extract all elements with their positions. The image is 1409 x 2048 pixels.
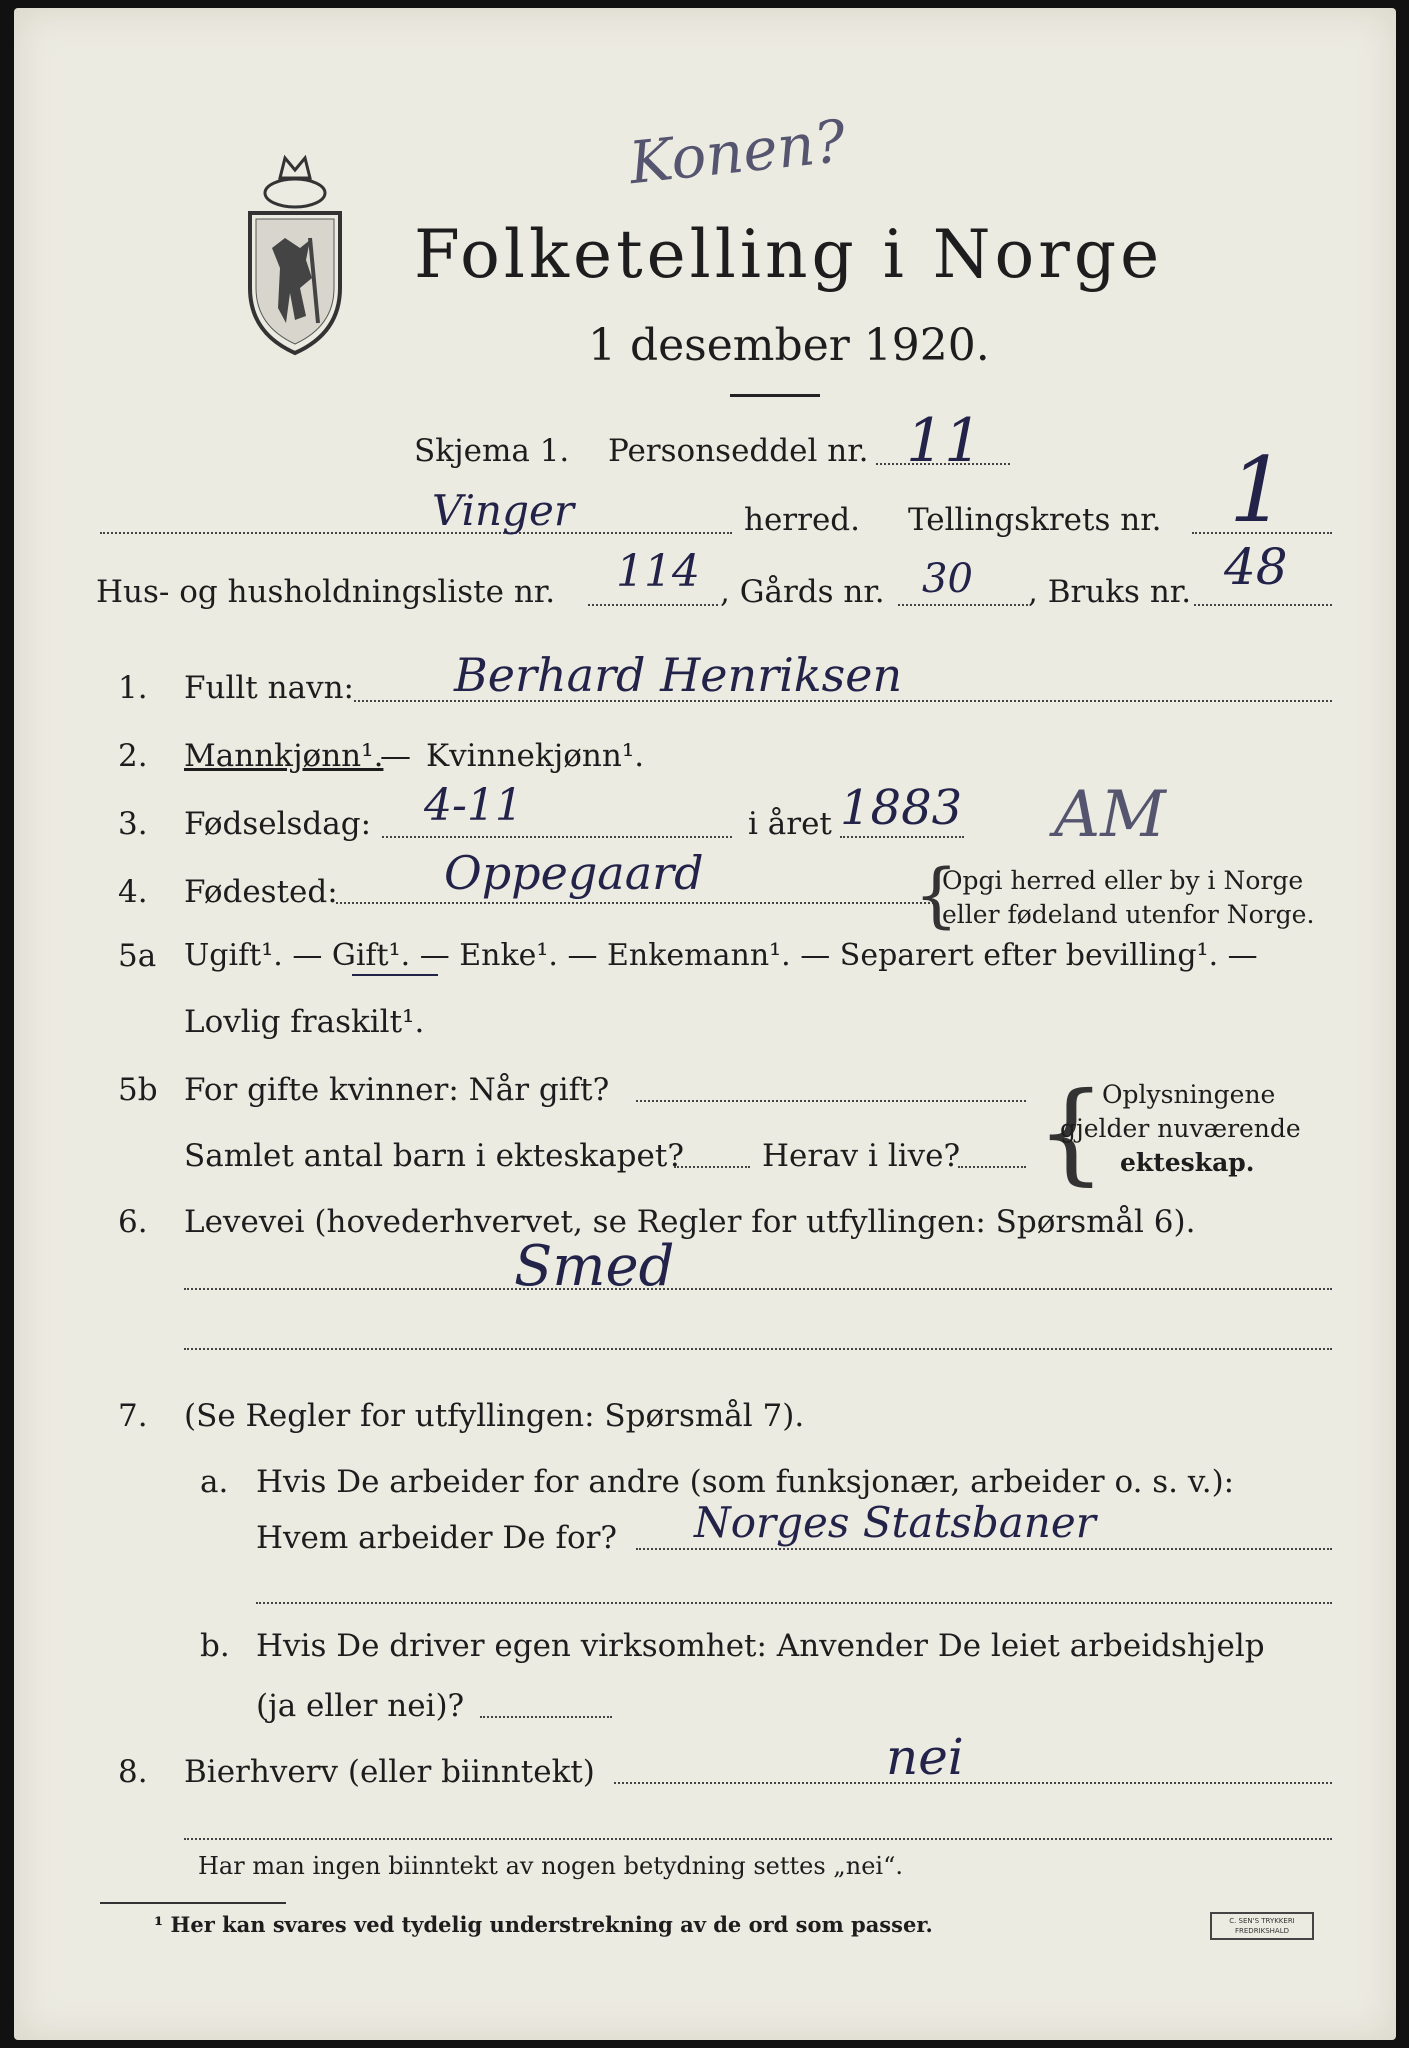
- q5a-gift-underline: [352, 974, 438, 976]
- q4-note2: eller fødeland utenfor Norge.: [942, 900, 1315, 929]
- bruks-line: [1194, 604, 1332, 606]
- census-form-page: [14, 8, 1396, 2040]
- bruks-value: 48: [1224, 538, 1288, 596]
- handwritten-annotation: Konen?: [626, 106, 849, 198]
- herred-line: [100, 532, 732, 534]
- q3-date-line: [382, 836, 732, 838]
- herred-value: Vinger: [432, 486, 574, 535]
- q5b-line1: For gifte kvinner: Når gift?: [184, 1072, 610, 1108]
- q4-line: [336, 902, 934, 904]
- bruks-label: , Bruks nr.: [1028, 574, 1192, 610]
- tellingskrets-value: 1: [1229, 438, 1287, 543]
- q7a-letter: a.: [200, 1464, 229, 1500]
- q3-mark: AM: [1054, 778, 1166, 852]
- q4-note1: Opgi herred eller by i Norge: [942, 866, 1304, 895]
- footnote-divider: [100, 1902, 286, 1904]
- q2-kvinne: Kvinnekjønn¹.: [426, 738, 645, 774]
- q5b-alive-line: [958, 1166, 1026, 1168]
- gards-line: [898, 604, 1028, 606]
- q1-value: Berhard Henriksen: [454, 648, 903, 702]
- q4-label: Fødested:: [184, 874, 338, 910]
- hus-line: [588, 604, 718, 606]
- q8-line2: [184, 1838, 1332, 1840]
- q5b-line2a: Samlet antal barn i ekteskapet?: [184, 1138, 684, 1174]
- q5b-married-line: [636, 1100, 1026, 1102]
- q8-line: [614, 1782, 1332, 1784]
- footer-note: Har man ingen biinntekt av nogen betydning settes „nei“.: [198, 1852, 903, 1880]
- q3-value: 4-11: [424, 780, 523, 831]
- title-divider: [730, 394, 820, 397]
- q5b-note1: Oplysningene: [1102, 1080, 1276, 1109]
- personseddel-value: 11: [906, 406, 983, 476]
- q6-line2: [184, 1348, 1332, 1350]
- q5a-line2: Lovlig fraskilt¹.: [184, 1004, 425, 1040]
- q4-number: 4.: [118, 874, 148, 910]
- printer-stamp-text: C. SEN'S TRYKKERI FREDRIKSHALD: [1229, 1917, 1295, 1935]
- q7a-line1: Hvis De arbeider for andre (som funksjonær, arbeider o. s. v.):: [256, 1464, 1235, 1500]
- q4-brace: {: [914, 854, 959, 936]
- q3-year-value: 1883: [840, 780, 963, 836]
- q7-number: 7.: [118, 1398, 148, 1434]
- q8-number: 8.: [118, 1754, 148, 1790]
- norwegian-coat-of-arms-icon: [240, 148, 350, 358]
- tellingskrets-label: Tellingskrets nr.: [908, 502, 1162, 538]
- q7a-line: [636, 1548, 1332, 1550]
- q3-year-line: [840, 836, 964, 838]
- q6-label: Levevei (hovederhvervet, se Regler for utfyllingen: Spørsmål 6).: [184, 1204, 1196, 1240]
- q6-line1: [184, 1288, 1332, 1290]
- q7-label: (Se Regler for utfyllingen: Spørsmål 7).: [184, 1398, 805, 1434]
- q7a-line2: Hvem arbeider De for?: [256, 1520, 618, 1556]
- q8-label: Bierhverv (eller biinntekt): [184, 1754, 595, 1790]
- q4-value: Oppegaard: [444, 846, 704, 900]
- q5b-brace: {: [1036, 1068, 1106, 1196]
- q7a-line2-dotted: [256, 1602, 1332, 1604]
- q3-number: 3.: [118, 806, 148, 842]
- q6-value: Smed: [514, 1234, 675, 1299]
- herred-label: herred.: [744, 502, 860, 538]
- footnote: ¹ Her kan svares ved tydelig understrekning av de ord som passer.: [154, 1912, 933, 1937]
- q5a-number: 5a: [118, 938, 157, 974]
- q7b-line1: Hvis De driver egen virksomhet: Anvender De leiet arbeidshjelp: [256, 1628, 1265, 1664]
- form-date: 1 desember 1920.: [588, 320, 990, 371]
- personseddel-label: Personseddel nr.: [608, 433, 869, 469]
- q7b-answer-line: [480, 1716, 612, 1718]
- skjema-label: Skjema 1.: [414, 433, 570, 469]
- q1-number: 1.: [118, 670, 148, 706]
- q3-label: Fødselsdag:: [184, 806, 372, 842]
- q5a-line1: Ugift¹. — Gift¹. — Enke¹. — Enkemann¹. — Separert efter bevilling¹. —: [184, 938, 1258, 973]
- hus-value: 114: [616, 546, 700, 597]
- q2-sep: —: [380, 738, 411, 774]
- gards-value: 30: [922, 556, 973, 602]
- q2-number: 2.: [118, 738, 148, 774]
- printer-stamp: [1210, 1912, 1314, 1940]
- q7a-value: Norges Statsbaner: [694, 1498, 1096, 1547]
- q7b-line2: (ja eller nei)?: [256, 1688, 465, 1724]
- q5b-number: 5b: [118, 1072, 158, 1108]
- gards-label: , Gårds nr.: [720, 574, 885, 610]
- q8-value: nei: [886, 1728, 964, 1786]
- q5b-note3: ekteskap.: [1120, 1148, 1255, 1177]
- hus-label: Hus- og husholdningsliste nr.: [96, 574, 556, 610]
- q1-label: Fullt navn:: [184, 670, 354, 706]
- form-title: Folketelling i Norge: [414, 216, 1164, 293]
- q5b-note2: gjelder nuværende: [1060, 1114, 1301, 1143]
- q3-year-label: i året: [748, 806, 832, 842]
- q5b-children-line: [674, 1166, 750, 1168]
- q5b-line2b: Herav i live?: [762, 1138, 961, 1174]
- q7b-letter: b.: [200, 1628, 230, 1664]
- q6-number: 6.: [118, 1204, 148, 1240]
- q2-mann: Mannkjønn¹.: [184, 738, 384, 774]
